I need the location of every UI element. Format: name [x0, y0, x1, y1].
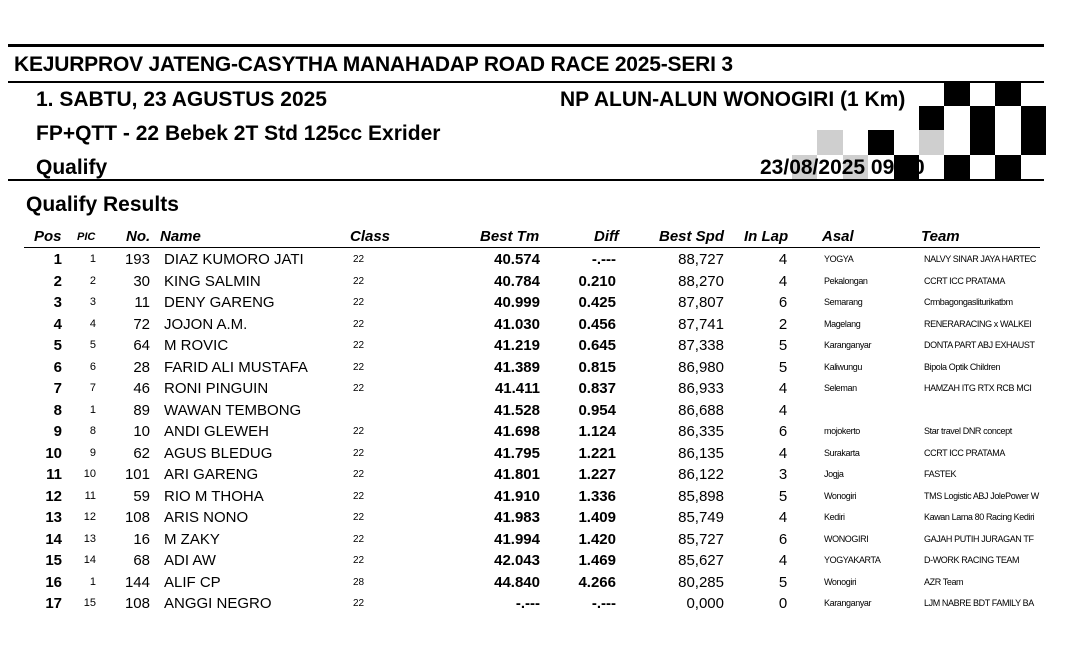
cell-cls: 22	[353, 598, 365, 609]
cell-best: 42.043	[494, 552, 540, 569]
cell-spd: 87,807	[678, 294, 724, 311]
cell-no: 11	[134, 294, 150, 311]
cell-pos: 10	[45, 444, 62, 462]
table-row	[0, 357, 1080, 379]
cell-best: 41.528	[494, 401, 540, 419]
cell-spd: 86,122	[678, 466, 724, 483]
cell-lap: 5	[778, 358, 788, 376]
cell-spd: 0,000	[686, 595, 724, 612]
cell-lap: 4	[778, 272, 788, 290]
cell-name: ARIS NONO	[164, 509, 249, 526]
cell-pos: 7	[53, 380, 62, 397]
cell-diff: 1.336	[578, 487, 616, 505]
cell-team: GAJAH PUTIH JURAGAN TF	[924, 533, 1034, 544]
col-best-speed: Best Spd	[659, 228, 725, 245]
venue: NP ALUN-ALUN WONOGIRI (1 Km)	[560, 88, 906, 111]
cell-asal: Magelang	[824, 318, 861, 329]
cell-diff: 1.221	[578, 444, 616, 462]
table-row	[0, 400, 1080, 422]
cell-pic: 15	[83, 597, 96, 609]
cell-cls: 22	[353, 426, 365, 437]
cell-no: 89	[133, 401, 150, 419]
cell-asal: WONOGIRI	[824, 533, 869, 544]
cell-name: DENY GARENG	[164, 294, 275, 311]
cell-best: 40.784	[494, 272, 540, 290]
cell-spd: 80,285	[678, 573, 724, 591]
cell-best: 41.411	[494, 380, 540, 397]
cell-diff: 1.409	[578, 509, 616, 526]
column-header-rule	[24, 247, 1040, 248]
cell-pic: 5	[89, 339, 96, 351]
cell-diff: 0.837	[578, 380, 616, 397]
cell-asal: Kediri	[824, 512, 845, 522]
col-pic: PIC	[77, 231, 96, 243]
cell-cls: 22	[353, 469, 365, 480]
session-datetime: 23/08/2025 09:00	[760, 156, 925, 179]
cell-pos: 4	[53, 315, 62, 333]
cell-pic: 4	[89, 317, 96, 330]
table-row	[0, 507, 1080, 529]
table-row	[0, 443, 1080, 465]
cell-no: 101	[124, 466, 150, 483]
cell-team: CCRT ICC PRATAMA	[924, 275, 1005, 286]
cell-pos: 2	[53, 272, 62, 290]
cell-cls: 22	[353, 490, 365, 502]
cell-diff: 0.425	[578, 294, 616, 311]
cell-team: Bipola Optik Children	[924, 361, 1001, 372]
cell-pic: 11	[84, 489, 96, 502]
cell-cls: 22	[353, 340, 365, 351]
cell-team: CCRT ICC PRATAMA	[924, 447, 1005, 458]
cell-no: 16	[133, 530, 150, 548]
cell-name: AGUS BLEDUG	[164, 444, 273, 462]
cell-team: Crmbagongasliturikatbm	[924, 297, 1013, 307]
cell-pos: 13	[45, 509, 62, 526]
cell-name: RONI PINGUIN	[164, 380, 269, 397]
cell-spd: 86,688	[678, 401, 724, 419]
cell-name: KING SALMIN	[164, 272, 261, 290]
col-diff: Diff	[594, 228, 619, 245]
cell-diff: 0.210	[578, 272, 616, 290]
cell-pos: 12	[45, 487, 62, 505]
cell-team: Star travel DNR concept	[924, 426, 1012, 436]
cell-lap: 2	[778, 315, 788, 333]
col-best-time: Best Tm	[480, 228, 540, 245]
cell-pic: 9	[89, 446, 96, 459]
col-class: Class	[350, 228, 391, 245]
cell-spd: 86,980	[678, 358, 724, 376]
cell-team: HAMZAH ITG RTX RCB MCI	[924, 383, 1032, 393]
cell-spd: 88,270	[678, 272, 724, 290]
cell-lap: 6	[778, 423, 788, 440]
cell-pos: 15	[45, 552, 62, 569]
cell-pos: 8	[53, 401, 62, 419]
cell-lap: 4	[778, 444, 788, 462]
cell-best: 41.030	[494, 315, 540, 333]
cell-spd: 85,749	[678, 509, 724, 526]
cell-pos: 9	[53, 423, 62, 440]
cell-diff: 0.456	[578, 315, 616, 333]
cell-pic: 13	[83, 532, 96, 545]
table-row	[0, 593, 1080, 615]
cell-lap: 3	[778, 466, 788, 483]
cell-pic: 8	[89, 425, 96, 437]
cell-no: 193	[124, 251, 150, 268]
col-asal: Asal	[822, 228, 854, 245]
cell-spd: 86,135	[678, 444, 724, 462]
col-no: No.	[126, 228, 151, 245]
cell-name: ANGGI NEGRO	[164, 595, 272, 612]
cell-asal: mojokerto	[824, 426, 860, 436]
cell-no: 144	[124, 573, 150, 591]
cell-no: 64	[133, 337, 150, 354]
cell-pic: 1	[89, 253, 96, 265]
cell-best: 44.840	[494, 573, 540, 591]
cell-name: ALIF CP	[164, 573, 221, 591]
table-row	[0, 249, 1080, 271]
cell-no: 108	[124, 595, 150, 612]
cell-spd: 88,727	[678, 251, 724, 268]
cell-no: 62	[133, 444, 150, 462]
cell-spd: 86,933	[678, 380, 724, 397]
cell-asal: Jogja	[824, 469, 844, 479]
cell-best: 40.999	[494, 294, 540, 311]
cell-pic: 1	[89, 575, 96, 588]
cell-team: D-WORK RACING TEAM	[924, 555, 1020, 565]
cell-lap: 4	[778, 401, 788, 419]
cell-lap: 6	[778, 530, 788, 548]
cell-asal: Seleman	[824, 383, 857, 393]
cell-pic: 12	[83, 511, 96, 523]
cell-diff: 1.469	[578, 552, 616, 569]
cell-cls: 22	[353, 383, 365, 394]
cell-pic: 14	[83, 554, 96, 566]
cell-best: 41.389	[494, 358, 540, 376]
cell-team: LJM NABRE BDT FAMILY BA	[924, 598, 1034, 608]
col-team: Team	[921, 228, 960, 245]
cell-pos: 3	[53, 294, 62, 311]
table-row	[0, 335, 1080, 357]
cell-cls: 22	[353, 361, 365, 373]
cell-team: DONTA PART ABJ EXHAUST	[924, 340, 1035, 350]
cell-lap: 5	[778, 337, 788, 354]
cell-best: 40.574	[494, 251, 540, 268]
table-row	[0, 314, 1080, 336]
cell-diff: -.---	[591, 251, 616, 268]
col-name: Name	[160, 228, 201, 245]
cell-best: 41.801	[494, 466, 540, 483]
cell-best: -.---	[515, 595, 540, 612]
cell-pos: 6	[53, 358, 62, 376]
cell-lap: 5	[778, 487, 788, 505]
cell-spd: 87,338	[678, 337, 724, 354]
cell-pic: 7	[89, 382, 96, 394]
cell-name: JOJON A.M.	[164, 315, 248, 333]
cell-pic: 10	[83, 468, 96, 480]
table-row	[0, 292, 1080, 314]
cell-team: NALVY SINAR JAYA HARTEC	[924, 254, 1037, 264]
cell-asal: YOGYAKARTA	[824, 555, 881, 565]
race-date: 1. SABTU, 23 AGUSTUS 2025	[36, 88, 327, 111]
table-row	[0, 378, 1080, 400]
cell-spd: 87,741	[678, 315, 724, 333]
cell-cls: 22	[353, 447, 365, 459]
cell-diff: 1.124	[578, 423, 616, 440]
cell-lap: 6	[778, 294, 788, 311]
cell-team: TMS Logistic ABJ JolePower W	[924, 490, 1039, 501]
cell-name: ANDI GLEWEH	[164, 423, 270, 440]
cell-diff: 4.266	[578, 573, 616, 591]
cell-pic: 6	[89, 360, 96, 373]
cell-spd: 85,727	[678, 530, 724, 548]
cell-cls: 22	[353, 318, 365, 330]
session-name: Qualify	[36, 156, 108, 179]
cell-best: 41.994	[494, 530, 540, 548]
cell-no: 28	[133, 358, 150, 376]
table-row	[0, 529, 1080, 551]
cell-lap: 4	[778, 509, 788, 526]
table-row	[0, 421, 1080, 443]
cell-cls: 22	[353, 254, 365, 265]
cell-diff: -.---	[591, 595, 616, 612]
cell-spd: 85,627	[678, 552, 724, 569]
cell-diff: 0.815	[578, 358, 616, 376]
cell-asal: Karanganyar	[824, 598, 872, 608]
cell-diff: 0.645	[578, 337, 616, 354]
table-row	[0, 486, 1080, 508]
header-bottom-rule	[8, 179, 1044, 181]
cell-diff: 0.954	[578, 401, 616, 419]
col-in-lap: In Lap	[744, 228, 789, 245]
cell-cls: 22	[353, 533, 365, 545]
cell-lap: 4	[778, 552, 788, 569]
cell-pos: 14	[45, 530, 62, 548]
cell-name: RIO M THOHA	[164, 487, 264, 505]
cell-no: 46	[133, 380, 150, 397]
cell-cls: 28	[353, 576, 365, 588]
cell-cls: 22	[353, 275, 365, 287]
cell-no: 108	[124, 509, 150, 526]
cell-pic: 3	[89, 296, 96, 308]
cell-no: 72	[133, 315, 150, 333]
cell-lap: 4	[778, 251, 788, 268]
cell-team: FASTEK	[924, 469, 957, 479]
cell-pic: 2	[89, 274, 96, 287]
cell-team: AZR Team	[924, 576, 964, 587]
cell-pic: 1	[89, 403, 96, 416]
cell-asal: Semarang	[824, 297, 863, 307]
cell-asal: Kaliwungu	[824, 361, 862, 372]
cell-lap: 4	[778, 380, 788, 397]
table-row	[0, 550, 1080, 572]
cell-team: Kawan Lama 80 Racing Kediri	[924, 512, 1035, 522]
cell-lap: 5	[778, 573, 788, 591]
cell-cls: 22	[353, 297, 365, 308]
cell-name: ARI GARENG	[164, 466, 259, 483]
cell-name: DIAZ KUMORO JATI	[164, 251, 304, 268]
cell-pos: 1	[53, 251, 62, 268]
cell-pos: 5	[53, 337, 62, 354]
class-name: FP+QTT - 22 Bebek 2T Std 125cc Exrider	[36, 122, 441, 145]
cell-team: RENERARACING x WALKEI	[924, 318, 1032, 329]
cell-best: 41.983	[494, 509, 540, 526]
cell-diff: 1.420	[578, 530, 616, 548]
cell-best: 41.795	[494, 444, 540, 462]
table-row	[0, 464, 1080, 486]
cell-name: FARID ALI MUSTAFA	[164, 358, 308, 376]
cell-cls: 22	[353, 512, 365, 523]
section-title: Qualify Results	[26, 193, 179, 216]
cell-name: M ZAKY	[164, 530, 220, 548]
cell-cls: 22	[353, 555, 365, 566]
cell-asal: Surakarta	[824, 447, 860, 458]
cell-asal: Wonogiri	[824, 490, 857, 501]
cell-spd: 85,898	[678, 487, 724, 505]
cell-lap: 0	[778, 595, 788, 612]
cell-no: 59	[133, 487, 150, 505]
cell-no: 30	[133, 272, 150, 290]
cell-pos: 17	[45, 595, 62, 612]
cell-pos: 11	[46, 466, 62, 483]
table-row	[0, 572, 1080, 594]
cell-best: 41.698	[494, 423, 540, 440]
cell-pos: 16	[45, 573, 62, 591]
cell-spd: 86,335	[678, 423, 724, 440]
cell-asal: Pekalongan	[824, 275, 868, 286]
header-top-rule	[8, 44, 1044, 47]
table-row	[0, 271, 1080, 293]
cell-no: 10	[133, 423, 150, 440]
cell-best: 41.910	[494, 487, 540, 505]
cell-no: 68	[133, 552, 150, 569]
cell-name: M ROVIC	[164, 337, 229, 354]
cell-best: 41.219	[494, 337, 540, 354]
cell-name: ADI AW	[164, 552, 216, 569]
cell-diff: 1.227	[578, 466, 616, 483]
cell-asal: YOGYA	[824, 254, 854, 264]
cell-asal: Karanganyar	[824, 340, 872, 350]
event-title: KEJURPROV JATENG-CASYTHA MANAHADAP ROAD RACE 2025-SERI 3	[14, 53, 733, 76]
cell-name: WAWAN TEMBONG	[164, 401, 302, 419]
cell-asal: Wonogiri	[824, 576, 857, 587]
col-pos: Pos	[34, 228, 62, 245]
